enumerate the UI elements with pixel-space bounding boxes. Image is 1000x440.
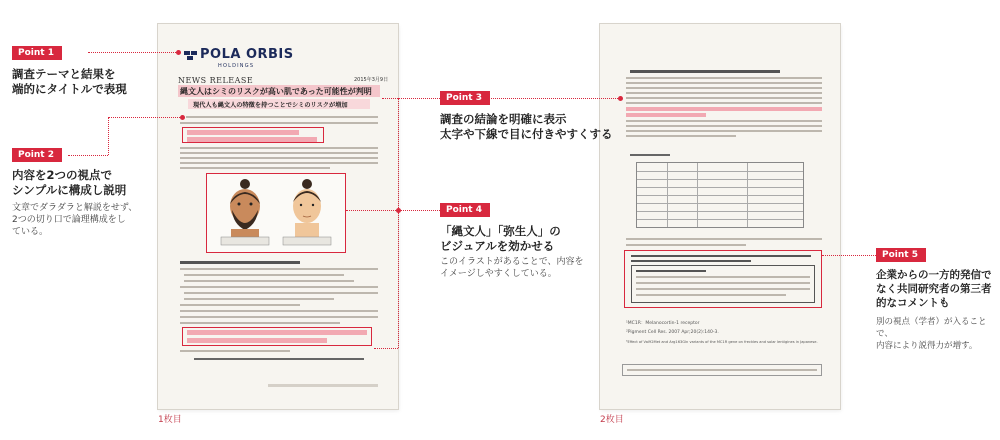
conclusion-box (182, 327, 372, 346)
table-caption (630, 154, 670, 156)
point-2-connector (68, 155, 108, 156)
document-title: 縄文人はシミのリスクが高い肌であった可能性が判明 (180, 87, 372, 96)
point-4-body: このイラストがあることで、内容を イメージしやすくしている。 (440, 257, 584, 279)
data-table (636, 162, 804, 228)
face-illustration-icon (207, 174, 344, 251)
point-5-body: 別の視点（学者）が入ることで、 内容により説得力が増す。 (876, 317, 987, 351)
news-release-heading: NEWS RELEASE (178, 76, 254, 85)
reference-3: ³Effect of Val92Met and Arg163Gln variants of the MC1R gene on freckles and solar lentigines in Japanese. (626, 340, 818, 344)
company-logo-text: POLA ORBIS (200, 47, 294, 62)
page-2-label: 2枚目 (600, 415, 624, 425)
point-4-badge: Point 4 (440, 203, 490, 217)
point-2-body: 文章でダラダラと解説をせず、 2つの切り口で論理構成をし ている。 (12, 203, 138, 237)
point-2-connector-h (108, 117, 182, 118)
jomon-yayoi-illustration (206, 173, 346, 253)
point-1-title: 調査テーマと結果を 端的にタイトルで表現 (12, 67, 127, 96)
point-1-badge: Point 1 (12, 46, 62, 60)
point-3-connector-bottom (374, 348, 398, 349)
point-2-connector-v (108, 117, 109, 155)
researcher-comment-box (624, 250, 822, 308)
point-3-dot (618, 96, 623, 101)
contact-box (622, 364, 822, 376)
document-page-1 (158, 24, 398, 409)
reference-1: ¹MC1R：Melanocortin-1 receptor (626, 321, 700, 326)
point-2-title: 内容を2つの視点で シンプルに構成し説明 (12, 168, 127, 197)
point-3-title: 調査の結論を明確に表示 太字や下線で目に付きやすくする (440, 112, 613, 141)
document-page-2 (600, 24, 840, 409)
page-1-label: 1枚目 (158, 415, 182, 425)
point-5-connector (822, 255, 876, 256)
two-viewpoints-box (182, 127, 324, 143)
point-3-connector (382, 98, 442, 99)
company-logo-subtext: HOLDINGS (218, 63, 255, 69)
point-5-title: 企業からの一方的発信で なく共同研究者の第三者 的なコメントも (876, 269, 992, 309)
point-4-title: 「縄文人」「弥生人」の ビジュアルを効かせる (440, 224, 561, 253)
point-3-connector-v (398, 98, 399, 348)
point-1-dot (176, 50, 181, 55)
pola-orbis-logo-icon (184, 51, 198, 61)
point-5-badge: Point 5 (876, 248, 926, 262)
point-2-dot (180, 115, 185, 120)
release-date: 2015年3月9日 (354, 77, 389, 83)
point-3-badge: Point 3 (440, 91, 490, 105)
point-4-connector (346, 210, 442, 211)
document-subtitle: 現代人も縄文人の特徴を持つことでシミのリスクが増加 (193, 102, 348, 109)
point-1-connector (88, 52, 178, 53)
reference-2: ²Pigment Cell Res. 2007 Apr;20(2):140-3. (626, 330, 719, 335)
point-4-dot (396, 208, 401, 213)
point-2-badge: Point 2 (12, 148, 62, 162)
